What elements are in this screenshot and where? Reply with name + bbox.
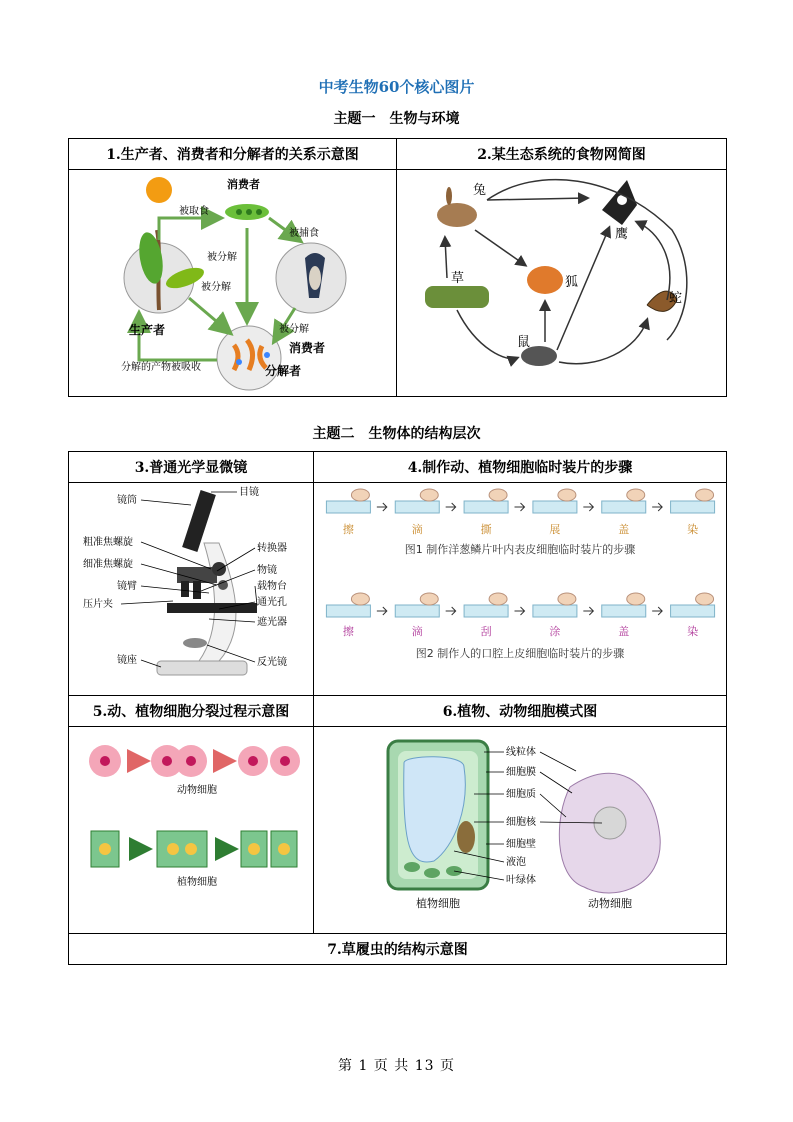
hand-icon	[627, 489, 645, 501]
grass-icon	[425, 286, 489, 308]
label-plant-model: 植物细胞	[416, 897, 460, 910]
label-mouse: 鼠	[517, 335, 531, 350]
step-label: 盖	[618, 625, 630, 638]
step-label: 擦	[342, 523, 354, 536]
step-arrow-icon	[652, 503, 662, 511]
document-title: 中考生物60个核心图片	[318, 78, 475, 96]
label-decomposed-b: 被分解	[201, 282, 231, 293]
caption-cheek-steps: 图2 制作人的口腔上皮细胞临时装片的步骤	[415, 647, 625, 660]
step-arrow-icon	[515, 503, 525, 511]
header-cell-models: 6.植物、动物细胞模式图	[314, 696, 727, 727]
mirror-icon	[183, 638, 207, 648]
label-absorbed: 分解的产物被吸收	[121, 362, 201, 373]
label-eaten: 被取食	[179, 206, 209, 217]
cell-division	[69, 727, 314, 934]
label-chloro: 叶绿体	[506, 875, 536, 886]
hand-icon	[420, 593, 438, 605]
hand-icon	[420, 489, 438, 501]
label-fox: 狐	[565, 275, 579, 290]
label-stage: 载物台	[257, 581, 287, 592]
label-membrane: 细胞膜	[506, 767, 536, 778]
label-preyed: 被捕食	[289, 228, 319, 239]
food-web-diagram	[397, 170, 727, 392]
hand-icon	[558, 489, 576, 501]
slide-icon	[602, 605, 646, 617]
label-diaphragm: 遮光器	[257, 617, 287, 628]
label-base: 镜座	[117, 655, 137, 666]
cell-relationship-diagram	[69, 170, 397, 397]
step-label: 染	[687, 523, 699, 536]
rabbit-icon	[437, 203, 477, 227]
label-objective: 物镜	[257, 565, 277, 576]
step-arrow-icon	[446, 503, 456, 511]
label-clip: 压片夹	[83, 599, 113, 610]
hand-icon	[696, 593, 714, 605]
step-arrow-icon	[583, 607, 593, 615]
relationship-diagram	[69, 170, 397, 392]
label-decomposed-c: 被分解	[279, 324, 309, 335]
slide-steps-diagram	[314, 483, 727, 691]
cell-division-diagram	[69, 727, 314, 929]
label-snake: 蛇	[669, 291, 683, 306]
slide-icon	[464, 605, 508, 617]
label-tube: 镜筒	[117, 495, 137, 506]
microscope-diagram	[69, 483, 314, 691]
label-mito: 线粒体	[506, 747, 536, 758]
label-producer: 生产者	[129, 323, 166, 337]
step-arrow-icon	[583, 503, 593, 511]
page-footer: 第 1 页 共 13 页	[338, 1058, 455, 1074]
hand-icon	[696, 489, 714, 501]
label-fine: 细准焦螺旋	[83, 559, 133, 570]
step-label: 涂	[549, 625, 561, 638]
label-grass: 草	[451, 271, 465, 286]
label-mirror: 反光镜	[257, 657, 287, 668]
plant-nucleus-icon	[457, 821, 475, 853]
nosepiece-icon	[177, 567, 217, 583]
slide-icon	[395, 501, 439, 513]
step-arrow-icon	[652, 607, 662, 615]
caption-onion-steps: 图1 制作洋葱鳞片叶内表皮细胞临时装片的步骤	[404, 543, 636, 556]
step-label: 刮	[480, 625, 492, 638]
label-nucleus: 细胞核	[506, 817, 536, 828]
sun-icon	[146, 177, 172, 203]
decomposer-circle	[217, 326, 281, 390]
label-animal-cell: 动物细胞	[177, 785, 217, 796]
label-eyepiece: 目镜	[239, 487, 259, 498]
label-cytoplasm: 细胞质	[506, 789, 536, 800]
slide-icon	[326, 501, 370, 513]
step-label: 滴	[411, 625, 423, 638]
header-paramecium: 7.草履虫的结构示意图	[69, 934, 727, 965]
label-decomposed-a: 被分解	[207, 252, 237, 263]
label-plant-cell: 植物细胞	[177, 877, 217, 888]
hand-icon	[627, 593, 645, 605]
hand-icon	[351, 489, 369, 501]
label-decomposer: 分解者	[265, 364, 302, 378]
label-consumer-top: 消费者	[227, 178, 260, 191]
step-arrow-icon	[377, 607, 387, 615]
step-label: 擦	[342, 625, 354, 638]
label-coarse: 粗准焦螺旋	[83, 537, 133, 548]
label-animal-model: 动物细胞	[588, 897, 632, 910]
step-arrow-icon	[377, 503, 387, 511]
cell-models-diagram	[314, 727, 727, 929]
label-vacuole: 液泡	[506, 857, 526, 868]
section-heading-2: 主题二 生物体的结构层次	[312, 426, 481, 442]
slide-icon	[671, 501, 715, 513]
header-food-web: 2.某生态系统的食物网简图	[397, 139, 727, 170]
header-slide-steps: 4.制作动、植物细胞临时装片的步骤	[314, 452, 727, 483]
label-arm: 镜臂	[117, 581, 137, 592]
label-hawk: 鹰	[615, 227, 629, 242]
slide-icon	[395, 605, 439, 617]
slide-icon	[533, 501, 577, 513]
label-hole: 通光孔	[257, 597, 287, 608]
step-arrow-icon	[515, 607, 525, 615]
slide-icon	[602, 501, 646, 513]
table-structure	[68, 451, 727, 965]
slide-icon	[326, 605, 370, 617]
label-consumer-right: 消费者	[289, 341, 326, 355]
slide-icon	[671, 605, 715, 617]
cell-food-web	[397, 170, 727, 397]
section-heading-1: 主题一 生物与环境	[333, 111, 460, 127]
label-wall: 细胞壁	[506, 839, 536, 850]
hand-icon	[351, 593, 369, 605]
step-label: 盖	[618, 523, 630, 536]
step-arrow-icon	[446, 607, 456, 615]
step-label: 撕	[480, 523, 492, 536]
hand-icon	[489, 593, 507, 605]
header-producer-consumer-decomposer: 1.生产者、消费者和分解者的关系示意图	[69, 139, 397, 170]
header-cell-division: 5.动、植物细胞分裂过程示意图	[69, 696, 314, 727]
slide-icon	[533, 605, 577, 617]
step-label: 染	[687, 625, 699, 638]
slide-icon	[464, 501, 508, 513]
cell-microscope	[69, 483, 314, 696]
label-rabbit: 兔	[473, 183, 487, 198]
step-label: 滴	[411, 523, 423, 536]
hand-icon	[489, 489, 507, 501]
fox-icon	[527, 266, 563, 294]
hand-icon	[558, 593, 576, 605]
cell-models	[314, 727, 727, 934]
step-label: 展	[549, 523, 561, 536]
microscope-base-icon	[157, 661, 247, 675]
header-microscope: 3.普通光学显微镜	[69, 452, 314, 483]
coarse-knob-icon	[212, 562, 226, 576]
table-ecology	[68, 138, 727, 397]
label-nosepiece: 转换器	[257, 543, 287, 554]
cell-slide-steps	[314, 483, 727, 696]
